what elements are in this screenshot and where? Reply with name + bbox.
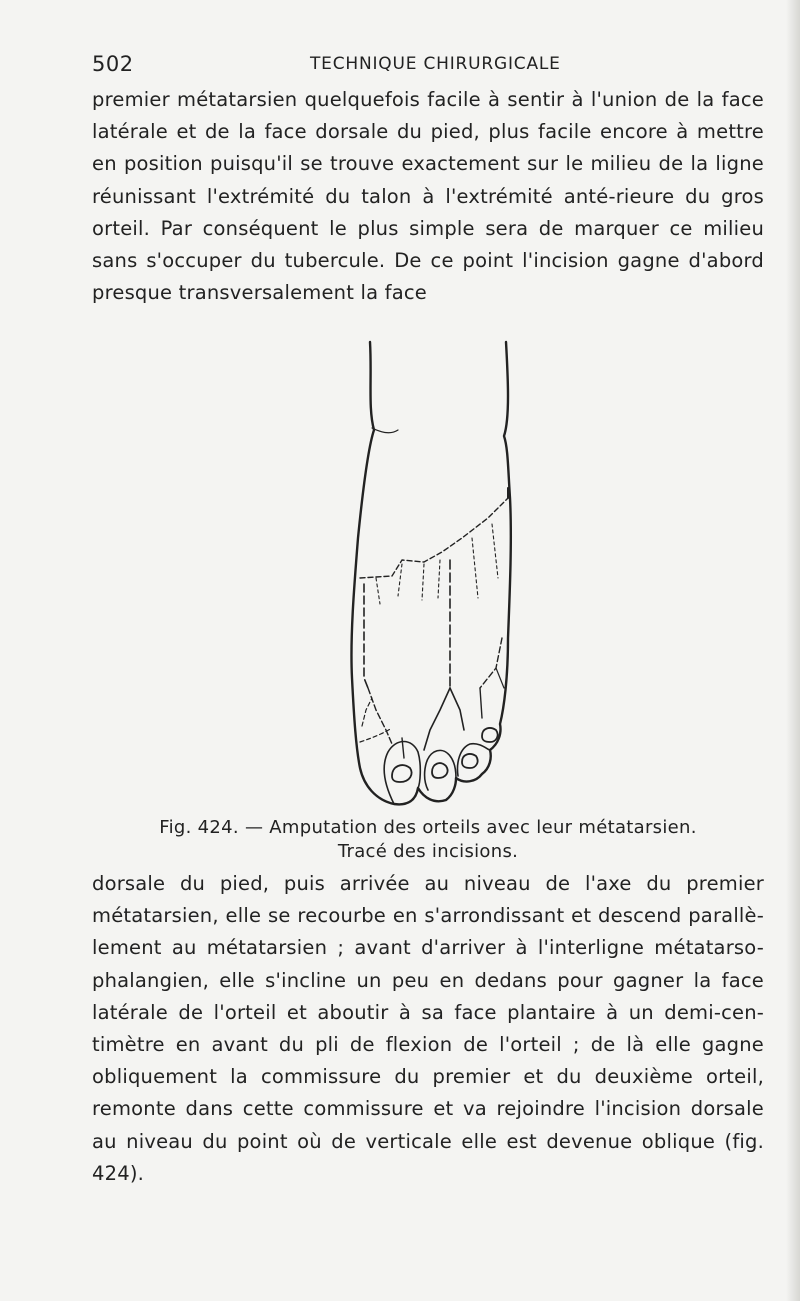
caption-line-2: Tracé des incisions. xyxy=(337,841,519,862)
foot-incision-drawing xyxy=(332,338,518,810)
running-title: TECHNIQUE CHIRURGICALE xyxy=(310,54,561,74)
figure-caption xyxy=(92,816,764,864)
page-number: 502 xyxy=(92,52,134,76)
figure-424-foot-diagram xyxy=(332,338,518,810)
page-edge-shadow xyxy=(786,0,800,1301)
page-header xyxy=(92,52,764,82)
paragraph-top: premier métatarsien quelquefois facile à sentir à l'union de la face latérale et de la face dorsale du pied, plus facile encore à mettre en position puisqu'il se trouve exactement sur le milieu de la ligne réunissant l'extrémité du talon à l'extrémité anté-rieure du gros orteil. Par conséquent le plus simple sera de marquer ce milieu sans s'occuper du tubercule. De ce point l'incision gagne d'abord presque transversalement la face xyxy=(92,88,764,305)
caption-line-1: Fig. 424. — Amputation des orteils avec leur métatarsien. xyxy=(159,817,697,838)
paragraph-bottom: dorsale du pied, puis arrivée au niveau de l'axe du premier métatarsien, elle se recourbe en s'arrondissant et descend parallè-lement au métatarsien ; avant d'arriver à l'interligne métatarso-phalangien, elle s'incline un peu en dedans pour gagner la face latérale de l'orteil et aboutir à sa face plantaire à un demi-cen-timètre en avant du pli de flexion de l'orteil ; de là elle gagne obliquement la commissure du premier et du deuxième orteil, remonte dans cette commissure et va rejoindre l'incision dorsale au niveau du point où de verticale elle est devenue oblique (fig. 424). xyxy=(92,872,764,1185)
